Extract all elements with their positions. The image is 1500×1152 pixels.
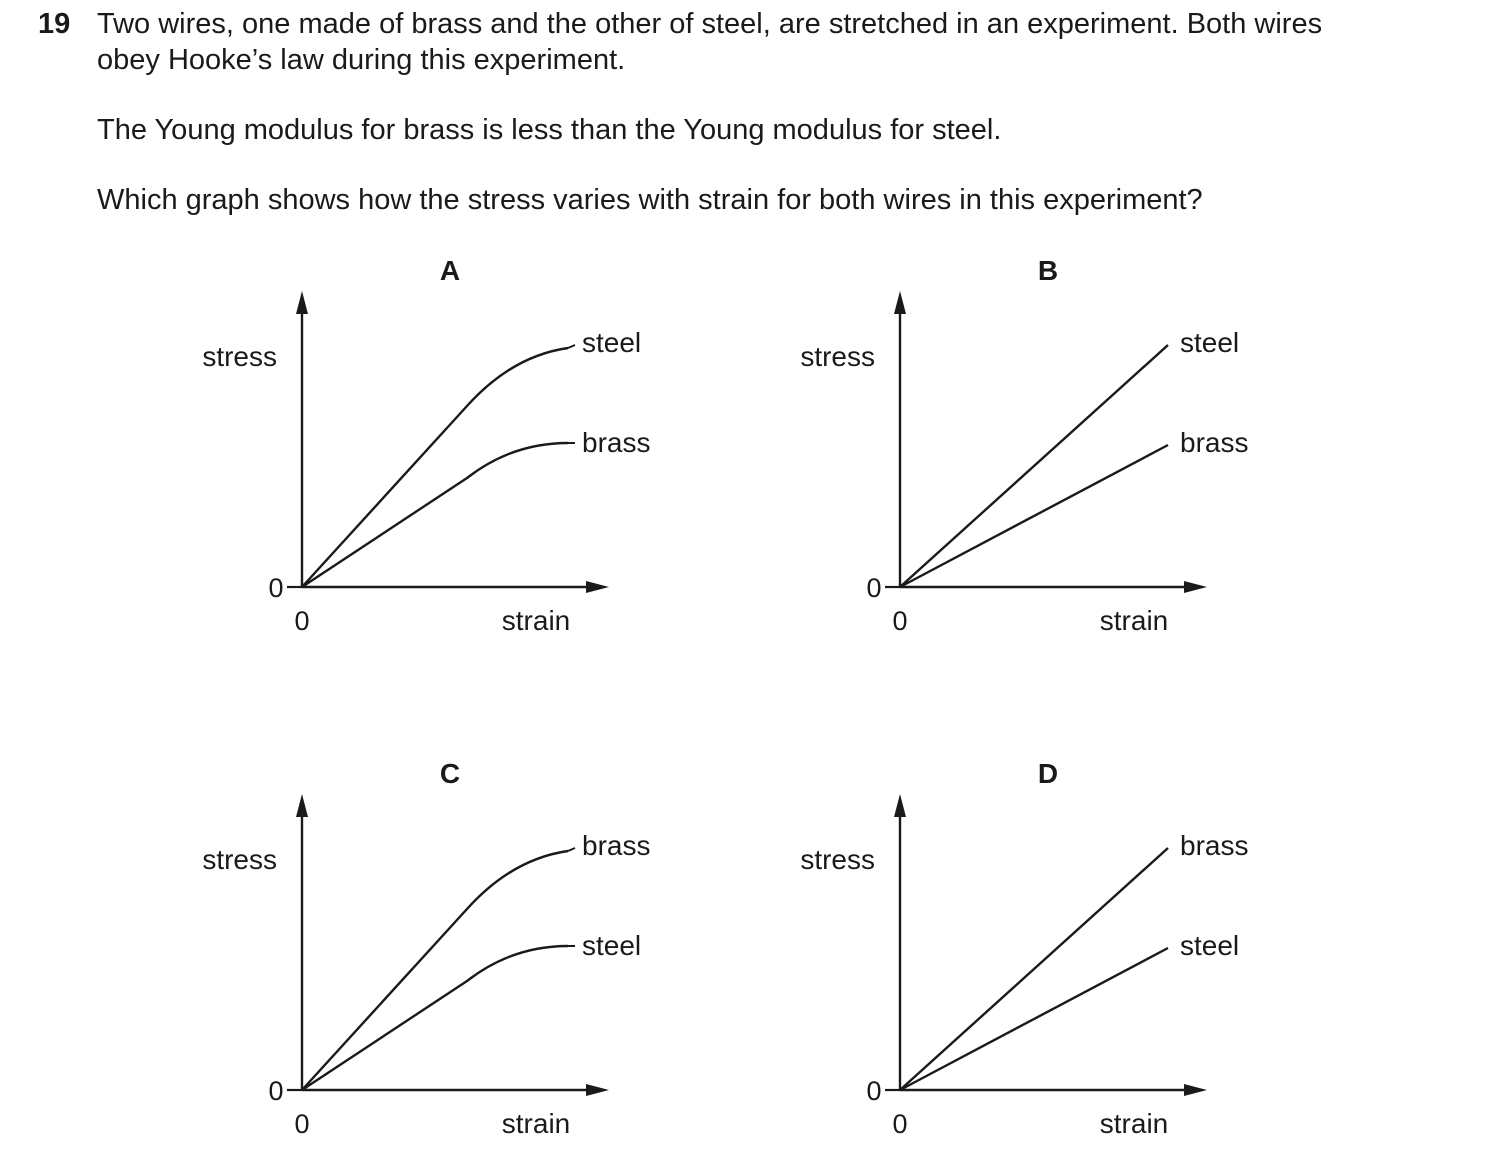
upper-curve-c [302,851,568,1090]
y-axis-arrow-d [894,794,906,817]
lower-curve-label-a: brass [582,427,651,458]
upper-leader-c [568,848,575,851]
x-origin-label-c: 0 [294,1109,310,1139]
y-origin-label-b: 0 [866,573,882,603]
x-axis-label-b: strain [1099,605,1169,636]
x-axis-arrow-d [1184,1084,1207,1096]
y-origin-label-c: 0 [268,1076,284,1106]
x-axis-arrow-c [586,1084,609,1096]
lower-line-label-b: brass [1180,427,1249,458]
graph-option-d[interactable] [800,758,1248,1139]
option-letter-c: C [439,758,461,789]
x-axis-label-a: strain [501,605,571,636]
option-letter-a: A [439,255,461,286]
upper-curve-label-c: brass [582,830,651,861]
y-axis-arrow-a [296,291,308,314]
x-origin-label-b: 0 [892,606,908,636]
lower-line-label-d: steel [1180,930,1240,961]
x-origin-label-a: 0 [294,606,310,636]
question-number: 19 [38,8,71,40]
y-axis-label-d: stress [800,844,875,875]
y-axis-label-b: stress [800,341,875,372]
question-text-line-1: Two wires, one made of brass and the other of steel, are stretched in an experiment. Both wires [97,8,1323,40]
x-axis-arrow-b [1184,581,1207,593]
x-axis-arrow-a [586,581,609,593]
upper-line-label-d: brass [1180,830,1249,861]
graph-option-b[interactable] [800,255,1248,636]
y-axis-arrow-b [894,291,906,314]
y-axis-label-c: stress [202,844,277,875]
question-prompt: Which graph shows how the stress varies with strain for both wires in this experiment? [97,184,1203,216]
lower-curve-c [302,946,568,1090]
x-axis-label-d: strain [1099,1108,1169,1139]
graph-option-c[interactable] [202,758,650,1139]
x-origin-label-d: 0 [892,1109,908,1139]
upper-line-label-b: steel [1180,327,1240,358]
y-origin-label-d: 0 [866,1076,882,1106]
lower-curve-label-c: steel [582,930,642,961]
graph-option-a[interactable] [202,255,650,636]
option-letter-d: D [1037,758,1059,789]
y-origin-label-a: 0 [268,573,284,603]
lower-curve-a [302,443,568,587]
y-axis-label-a: stress [202,341,277,372]
upper-curve-a [302,348,568,587]
question-text-young-modulus: The Young modulus for brass is less than the Young modulus for steel. [97,114,1002,146]
upper-curve-label-a: steel [582,327,642,358]
question-text-line-2: obey Hooke’s law during this experiment. [97,44,626,76]
y-axis-arrow-c [296,794,308,817]
option-letter-b: B [1037,255,1059,286]
x-axis-label-c: strain [501,1108,571,1139]
upper-leader-a [568,345,575,348]
